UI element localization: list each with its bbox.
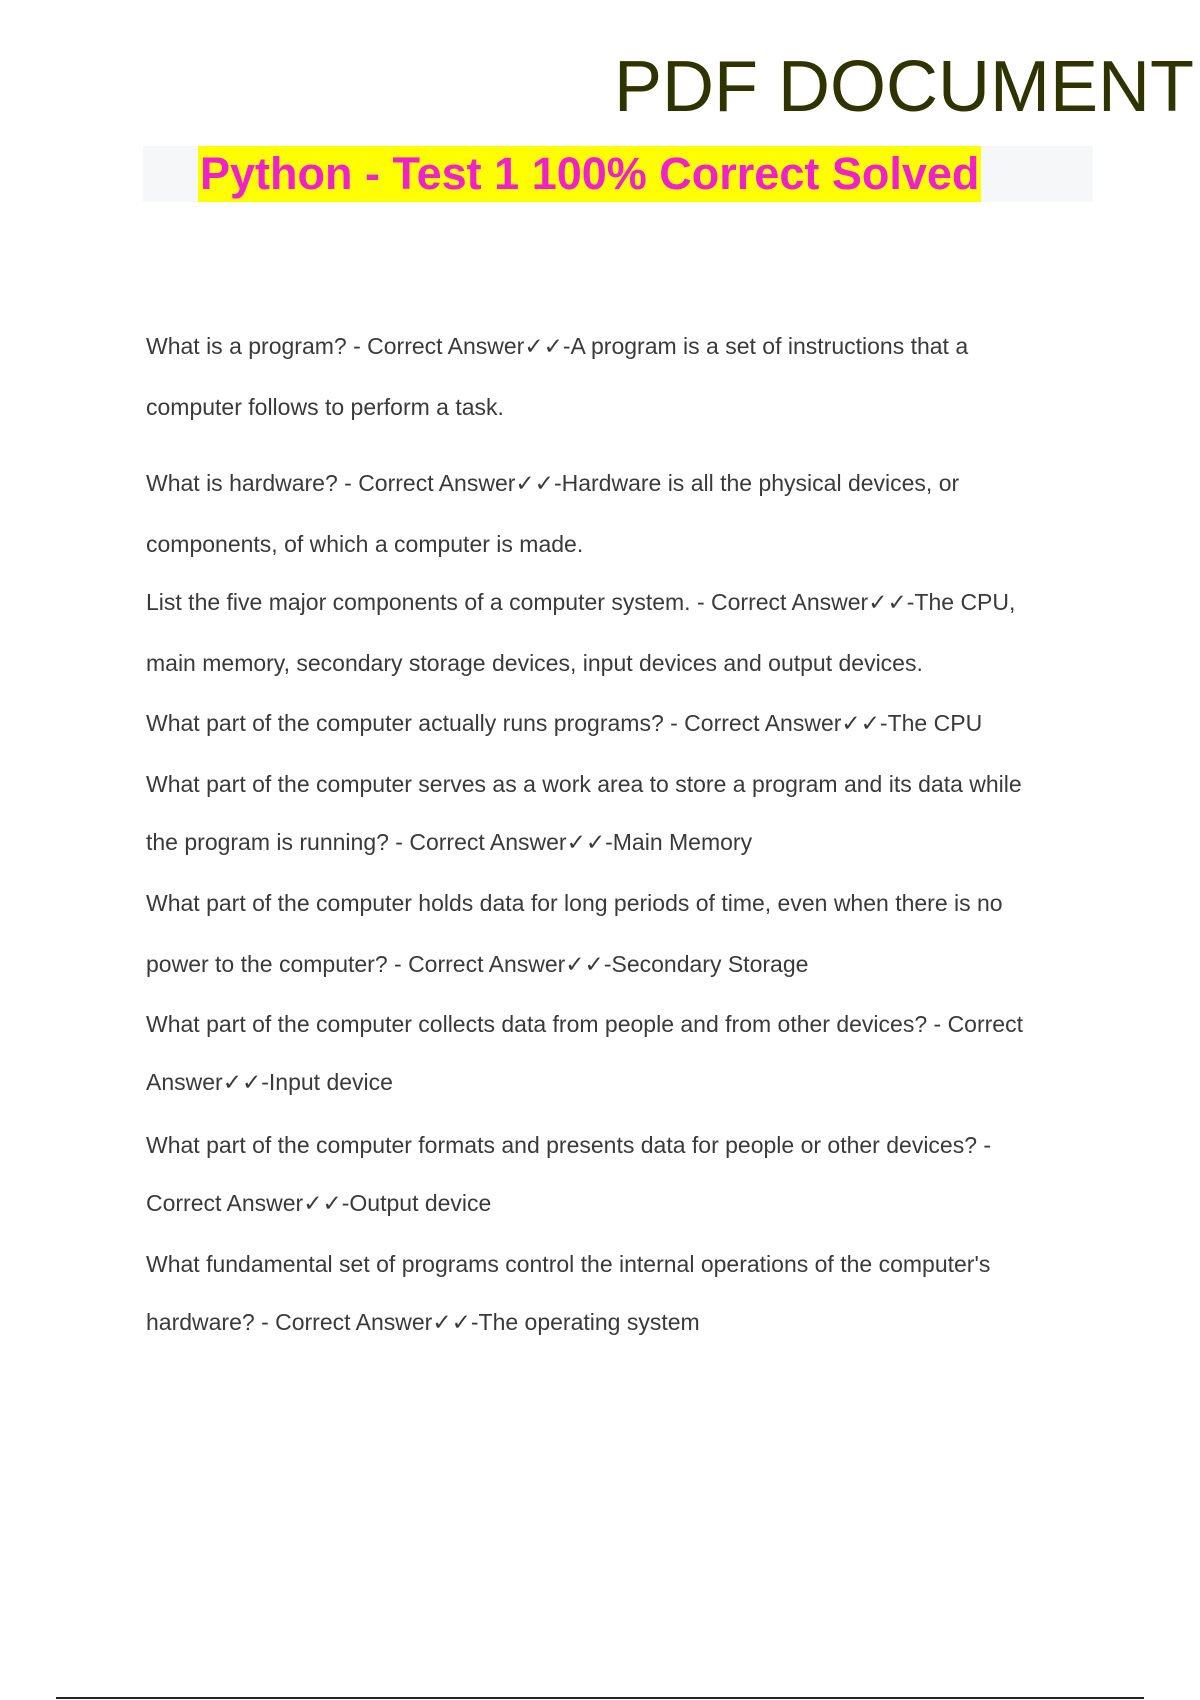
qa-line: What part of the computer serves as a work area to store a program and its data while bbox=[146, 771, 1022, 797]
qa-line: components, of which a computer is made. bbox=[146, 531, 584, 557]
title-highlight bbox=[198, 146, 981, 202]
qa-line: What part of the computer formats and presents data for people or other devices? - bbox=[146, 1132, 992, 1158]
footer-rule bbox=[56, 1697, 1144, 1699]
qa-line: What is a program? - Correct Answer✓✓-A program is a set of instructions that a bbox=[146, 333, 969, 359]
watermark-header: PDF DOCUMENT bbox=[614, 47, 1194, 127]
qa-line: Correct Answer✓✓-Output device bbox=[146, 1190, 492, 1216]
qa-line: What fundamental set of programs control the internal operations of the computer's bbox=[146, 1251, 991, 1277]
qa-line: What part of the computer collects data from people and from other devices? - Correct bbox=[146, 1011, 1023, 1037]
qa-line: What part of the computer actually runs programs? - Correct Answer✓✓-The CPU bbox=[146, 710, 983, 736]
qa-line: What is hardware? - Correct Answer✓✓-Hardware is all the physical devices, or bbox=[146, 470, 960, 496]
qa-line: computer follows to perform a task. bbox=[146, 394, 504, 420]
qa-line: power to the computer? - Correct Answer✓✓-Secondary Storage bbox=[146, 951, 809, 977]
qa-line: What part of the computer holds data for long periods of time, even when there is no bbox=[146, 890, 1003, 916]
qa-line: List the five major components of a computer system. - Correct Answer✓✓-The CPU, bbox=[146, 589, 1016, 615]
qa-line: hardware? - Correct Answer✓✓-The operating system bbox=[146, 1309, 700, 1335]
document-title: Python - Test 1 100% Correct Solved bbox=[200, 148, 980, 199]
qa-line: the program is running? - Correct Answer✓✓-Main Memory bbox=[146, 829, 753, 855]
qa-line: Answer✓✓-Input device bbox=[146, 1069, 393, 1095]
qa-line: main memory, secondary storage devices, input devices and output devices. bbox=[146, 650, 923, 676]
